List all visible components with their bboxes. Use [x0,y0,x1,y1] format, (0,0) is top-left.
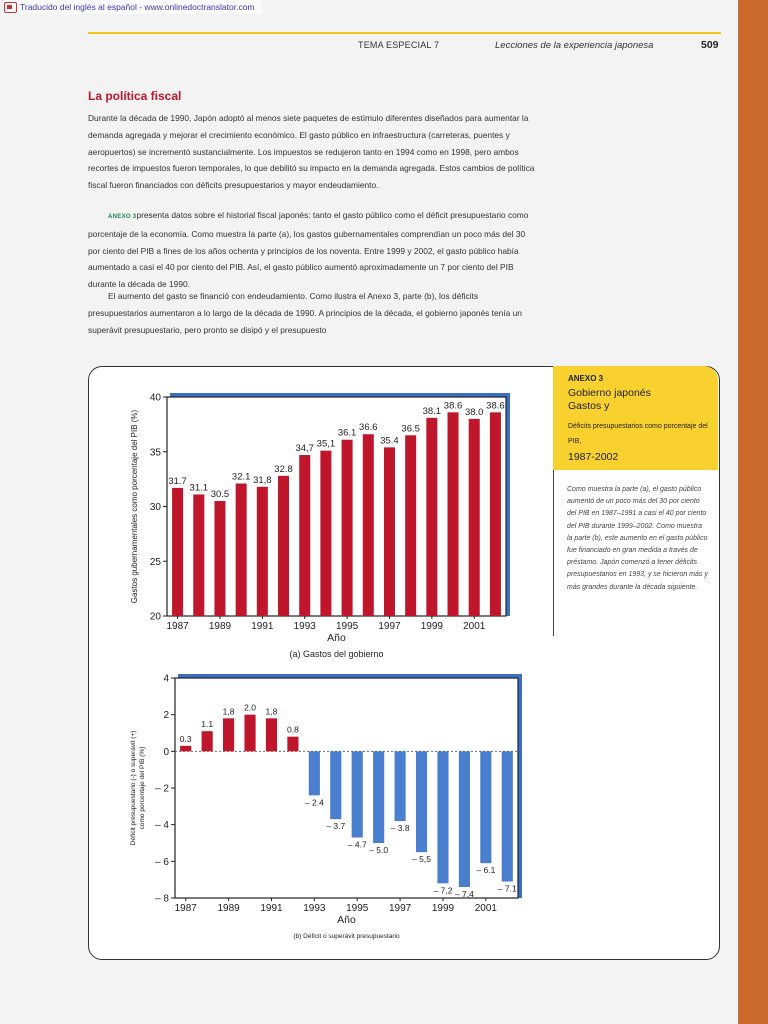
chart-b-bar [309,751,320,795]
chart-b-xtick-label: 2001 [474,903,497,914]
exhibit-caption-box [553,366,718,470]
chart-b-data-label: 0.8 [286,724,299,735]
chart-a-bar [257,487,268,616]
annex-reference: ANEXO 3 [108,214,137,220]
chart-b-bar [202,731,213,751]
chart-a-data-label: 38.1 [422,405,442,417]
chart-b-ytick-label: – 2 [155,783,169,795]
chart-a-bar [193,494,204,616]
chart-b-data-label: – 7,2 [433,885,453,896]
translator-link[interactable]: Traducido del inglés al español - www.onlinedoctranslator.com [20,2,255,12]
chart-a-data-label: 31.1 [189,482,209,494]
chart-a-bar [363,434,374,616]
chart-b-ylabel-line2: como porcentaje del PIB (%) [139,746,146,830]
chart-b-data-label: 1.1 [201,719,214,730]
chart-b-bar [287,737,298,752]
chart-b-title: (b) Déficit o superávit presupuestario [293,933,400,940]
header-rule [88,32,721,34]
chart-a-xlabel: Año [327,632,346,644]
chart-a-xtick-label: 1993 [293,621,316,632]
translator-logo-icon [4,2,17,13]
chart-b-data-label: – 6.1 [476,865,496,876]
chart-b-data-label: – 7.1 [497,883,517,894]
chart-b-ylabel-line1: Déficit presupuestario (-) o superávit (+) [130,730,137,846]
chart-a-data-label: 32.1 [231,471,251,483]
chart-b-xtick-label: 1995 [346,903,369,914]
chart-b-data-label: – 2.4 [304,797,324,808]
side-color-strip [738,0,768,1024]
chart-a-bar [405,435,416,616]
chart-b-bar [437,751,448,883]
chart-b-bar [223,718,234,751]
chart-a-ytick-label: 35 [149,447,161,459]
chart-a-ylabel: Gastos gubernamentales como porcentaje del PIB (%) [130,409,139,604]
exhibit-title [568,387,651,413]
chart-a-data-label: 32.8 [274,463,293,475]
exhibit-note-rule [553,470,554,636]
exhibit-years: 1987-2002 [568,451,619,463]
chart-a-data-label: 38.6 [443,400,463,412]
chart-b-xtick-label: 1987 [174,903,197,914]
chart-b-ytick-label: – 8 [155,893,169,905]
chart-a-shadow-top [170,393,509,397]
chart-a-data-label: 36.5 [401,423,420,435]
exhibit-subtitle: Déficits presupuestarios como porcentaje del PIB, [568,423,708,445]
chart-b-data-label: – 3.7 [326,821,346,832]
chart-b-bar [330,751,341,819]
chart-b-bar [373,751,384,843]
chart-a-data-label: 36.6 [359,422,378,434]
chart-a-bar [384,447,395,616]
chart-a-xtick-label: 1997 [378,621,401,632]
chart-a-data-label: 31,8 [253,474,272,486]
chart-b-data-label: 1,8 [265,706,278,717]
chart-b-ytick-label: – 6 [155,856,169,868]
chart-b-ytick-label: 0 [163,746,169,758]
chart-b-bar [266,718,277,751]
chart-b-bar [244,715,255,752]
chart-b-data-label: – 4.7 [347,839,367,850]
paragraph-2-body: presenta datos sobre el historial fiscal japonés: tanto el gasto público como el déficit presupuestario como porcentaje de la economía. Como muestra la parte (a), los gastos gubernamentales comprendían un poco más del 30 por ciento del PIB a fines de los años ochenta y principios de los noventa. Entre 1999 y 2002, el gasto público había aumentado a casi el 40 por ciento del PIB. Así, el gasto público aumentó aproximadamente un 7 por ciento del PIB durante la década de 1990. [88,210,529,290]
chart-a-bar [426,418,437,616]
chart-a-data-label: 31.7 [168,475,187,487]
chart-a-bar [278,476,289,616]
chart-b-data-label: – 5,5 [412,854,431,865]
chart-b-data-label: 2.0 [244,702,256,713]
chart-b-data-label: – 7,4 [454,889,474,899]
chart-a-xtick-label: 1991 [251,621,274,632]
chart-b-ytick-label: 4 [163,673,169,685]
chart-a-xtick-label: 1989 [208,621,232,632]
chart-a-data-label: 34,7 [295,443,314,455]
chart-b-xlabel: Año [337,914,356,926]
chart-a-data-label: 30.5 [210,489,230,501]
chart-a-bar [490,412,501,616]
chart-b-bar [480,751,491,863]
chart-a-data-label: 35.4 [380,435,399,447]
exhibit-title-line2: Gastos y [568,400,610,412]
chart-b-data-label: 1,8 [222,706,235,717]
chart-a-bar [448,412,459,616]
chart-b-bar [416,751,427,852]
translator-banner[interactable] [4,0,261,14]
chart-a-bar [172,488,183,616]
chart-b-bar [395,751,406,821]
chart-a-xtick-label: 2001 [463,621,486,632]
chart-a-data-label: 38.6 [486,400,505,412]
chart-a-data-label: 38.0 [464,406,484,418]
chart-b-data-label: – 3.8 [390,823,410,833]
chart-b-bar [459,751,470,887]
paragraph-2 [88,207,538,293]
chart-b-ytick-label: – 4 [155,820,169,832]
chart-b-ytick-label: 2 [163,710,169,722]
chart-a-bar [299,455,310,616]
chart-a-ytick-label: 40 [149,392,161,404]
header-running-title: Lecciones de la experiencia japonesa [495,40,654,51]
chart-b-xtick-label: 1989 [217,903,240,914]
paragraph-1: Durante la década de 1990, Japón adoptó al menos siete paquetes de estímulo diferentes diseñados para aumentar la demanda agregada y mejorar el crecimiento económico. El gasto público en infraestructura (carreteras, puentes y aeropuertos) se incrementó sustancialmente. Los impuestos se redujeron tanto en 1994 como en 1998, pero ambos recortes de impuestos fueron temporales, lo que debilitó su impacto en la demanda agregada. Estos cambios de política fiscal fueron financiados con déficits presupuestarios y mayor endeudamiento. [88,113,535,191]
exhibit-label: ANEXO 3 [568,374,604,383]
chart-a-xtick-label: 1987 [166,621,189,632]
paragraph-3: El aumento del gasto se financió con endeudamiento. Como ilustra el Anexo 3, parte (b), los déficits presupuestarios aumentaron a lo largo de la década de 1990. A principios de la década, el gobierno japonés tenía un superávit presupuestario, pero pronto se disipó y el presupuesto [88,291,522,335]
chart-b-bar [502,751,513,881]
header-section-label: TEMA ESPECIAL 7 [358,40,440,50]
chart-a-title: (a) Gastos del gobierno [289,649,384,659]
chart-a-data-label: 36.1 [337,427,357,439]
section-title: La política fiscal [88,89,182,103]
chart-b-xtick-label: 1993 [303,903,326,914]
chart-a-ytick-label: 25 [149,556,161,568]
chart-a-data-label: 35,1 [316,438,336,450]
chart-b-xtick-label: 1991 [260,903,283,914]
chart-a-bar [214,501,225,616]
chart-b-xtick-label: 1997 [388,903,412,914]
exhibit-title-line1: Gobierno japonés [568,387,651,399]
page-number: 509 [701,39,719,51]
chart-a-ytick-label: 20 [149,611,161,623]
chart-b-bar [352,751,363,837]
chart-a-ytick-label: 30 [149,502,161,513]
chart-a-bar [236,484,247,616]
chart-a-bar [469,419,480,616]
chart-b-data-label: – 5.0 [369,845,389,855]
chart-a-bar [320,451,331,616]
chart-b-data-label: 0.3 [179,733,192,744]
chart-b-xtick-label: 1999 [431,903,455,914]
exhibit-note: Como muestra la parte (a), el gasto público aumentó de un poco más del 30 por ciento del PIB en 1987–1991 a casi el 40 por ciento del PIB durante 1999–2002. Como muestra la parte (b), este aumento en el gasto público fue financiado en gran medida a través de préstamo. Japón comenzó a tener déficits presupuestarios en 1993, y se hicieron más y más grandes durante la década siguiente. [567,486,708,591]
chart-a-bar [342,440,353,616]
chart-a-xtick-label: 1995 [335,621,359,632]
chart-a-xtick-label: 1999 [420,621,443,632]
chart-b-bar [180,746,191,752]
